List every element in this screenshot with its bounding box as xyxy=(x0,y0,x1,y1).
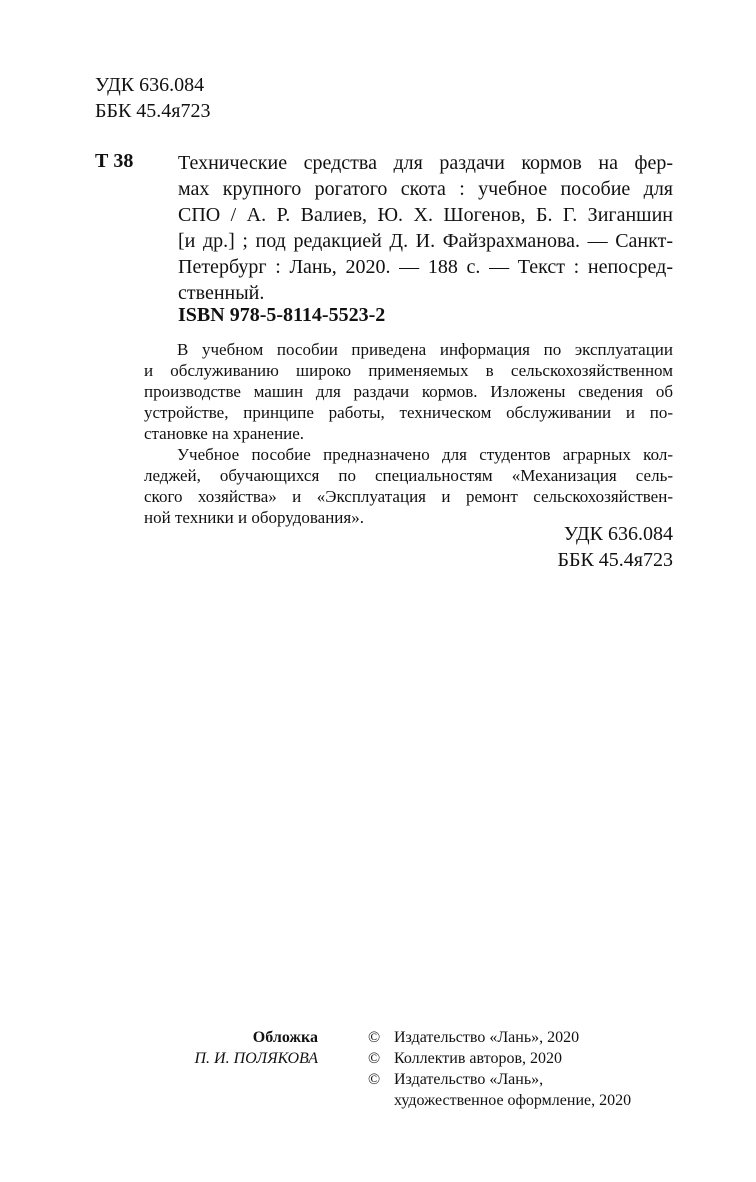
isbn: ISBN 978-5-8114-5523-2 xyxy=(178,304,386,326)
cover-title: Обложка xyxy=(252,1029,318,1046)
abstract-line: производстве машин для раздачи кормов. Изложены сведения об xyxy=(144,382,673,401)
cover-designer: П. И. ПОЛЯКОВА xyxy=(194,1050,318,1067)
abstract-line: В учебном пособии приведена информация по эксплуатации xyxy=(177,340,673,359)
bbk-code: ББК 45.4я723 xyxy=(95,100,211,122)
copyright-icon: © xyxy=(368,1050,381,1067)
abstract-line: становке на хранение. xyxy=(144,424,305,443)
abstract-line: и обслуживанию широко применяемых в сельскохозяйственном xyxy=(144,361,673,380)
copyright-icon: © xyxy=(368,1029,381,1046)
copyright-line-continuation xyxy=(368,1090,631,1111)
copyright-text: художественное оформление, 2020 xyxy=(394,1092,632,1109)
udk-code: УДК 636.084 xyxy=(563,523,673,545)
copyright-line xyxy=(368,1048,631,1069)
abstract-line: ского хозяйства» и «Эксплуатация и ремонт сельскохозяйствен- xyxy=(144,487,673,506)
bib-line: мах крупного рогатого скота : учебное пособие для xyxy=(178,178,673,200)
author-sign: Т 38 xyxy=(95,150,134,172)
abstract-line: леджей, обучающихся по специальностям «Механизация сель- xyxy=(144,466,673,485)
bbk-code: ББК 45.4я723 xyxy=(557,549,673,571)
copyright-text: Издательство «Лань», xyxy=(394,1071,544,1088)
copyright-text: Коллектив авторов, 2020 xyxy=(394,1050,562,1067)
udk-code: УДК 636.084 xyxy=(95,74,205,96)
abstract-line: ной техники и оборудования». xyxy=(144,508,364,527)
abstract xyxy=(144,339,673,528)
bib-line: Технические средства для раздачи кормов на фер- xyxy=(178,152,673,174)
cover-credit xyxy=(194,1027,318,1069)
copyright-text: Издательство «Лань», 2020 xyxy=(394,1029,580,1046)
abstract-line: устройстве, принципе работы, техническом обслуживании и по- xyxy=(144,403,673,422)
bib-line: СПО / А. Р. Валиев, Ю. Х. Шогенов, Б. Г. Зиганшин xyxy=(178,204,673,226)
classification-codes-bottom xyxy=(557,521,673,573)
copyright-line xyxy=(368,1069,631,1090)
abstract-line: Учебное пособие предназначено для студентов аграрных кол- xyxy=(177,445,673,464)
bib-line: [и др.] ; под редакцией Д. И. Файзрахманова. — Санкт- xyxy=(178,230,673,252)
bib-line: Петербург : Лань, 2020. — 188 с. — Текст : непосред- xyxy=(178,256,673,278)
copyright-icon: © xyxy=(368,1071,381,1088)
bibliographic-record xyxy=(178,150,673,306)
classification-codes-top xyxy=(95,72,211,124)
copyright-line xyxy=(368,1027,631,1048)
copyright-block xyxy=(368,1027,631,1111)
bib-line: ственный. xyxy=(178,282,265,304)
